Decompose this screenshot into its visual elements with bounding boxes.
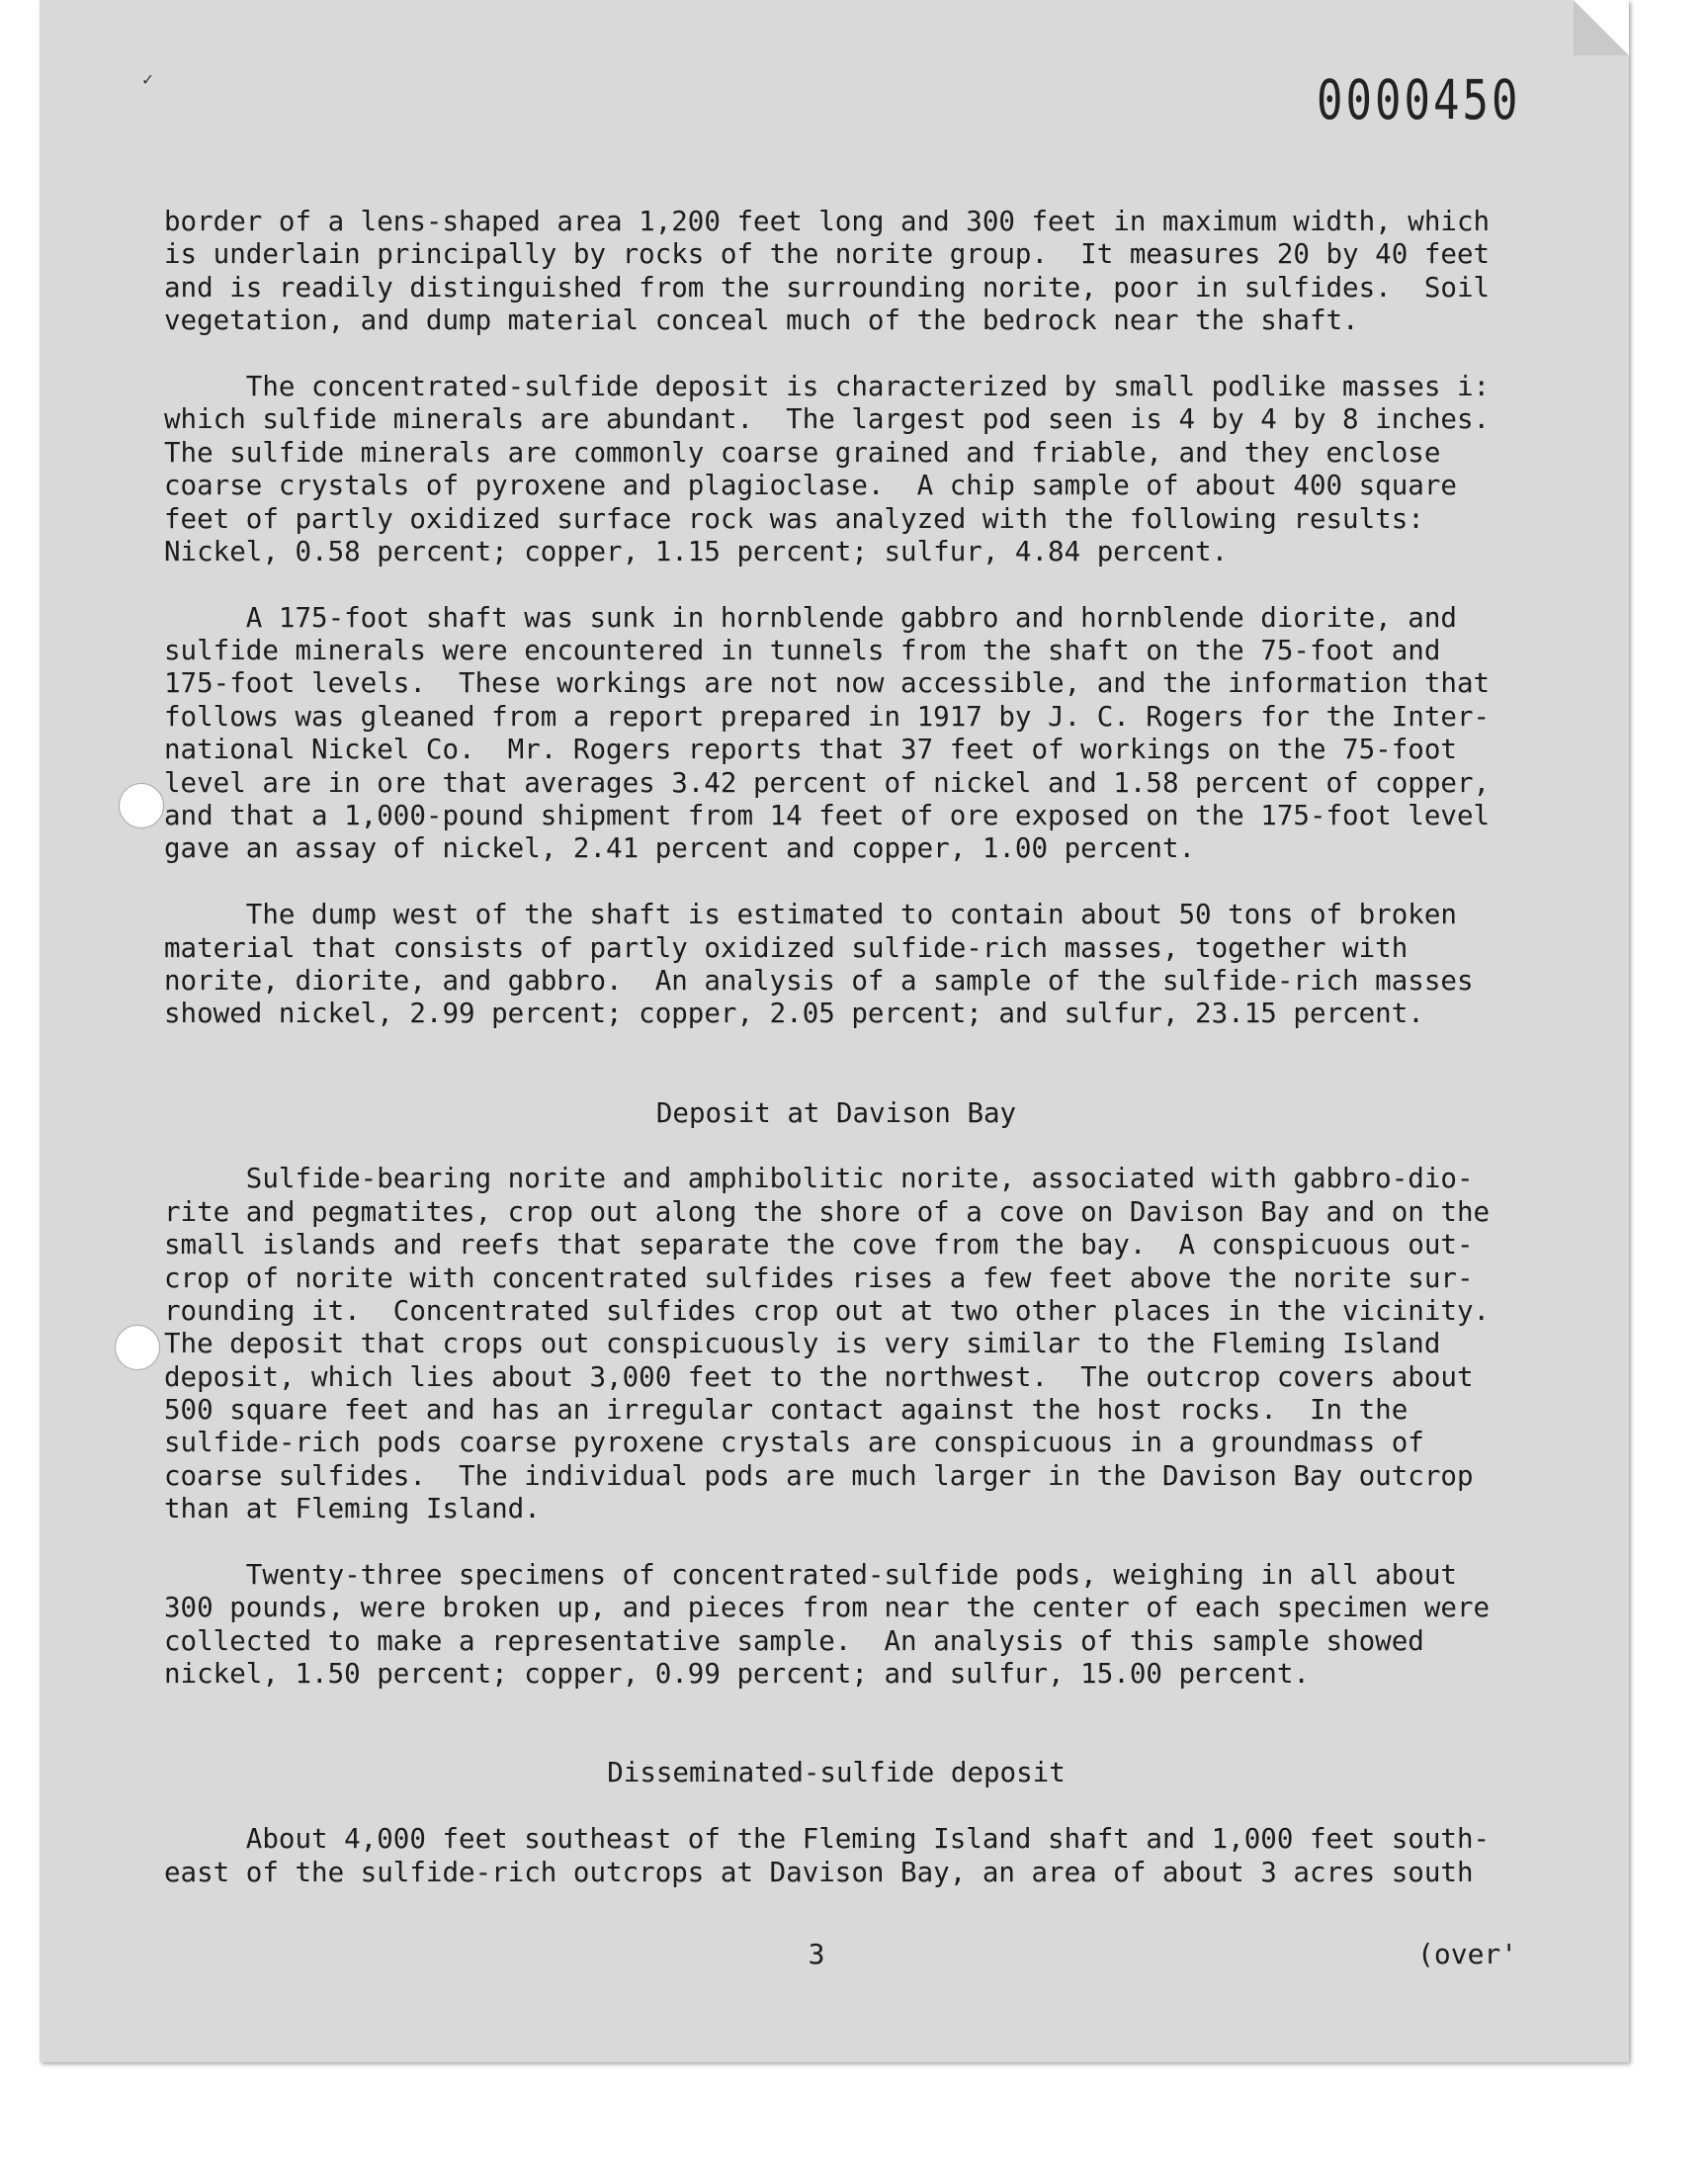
text-line: A 175-foot shaft was sunk in hornblende gabbro and hornblende diorite, and [164,601,1457,634]
text-line: The deposit that crops out conspicuously is very similar to the Fleming Island [164,1328,1441,1360]
page-corner-fold [1574,0,1629,55]
text-line: vegetation, and dump material conceal much of the bedrock near the shaft. [164,304,1359,337]
body-text [164,206,1508,1889]
text-line: and is readily distinguished from the surrounding norite, poor in sulfides. Soil [164,271,1491,304]
text-line: border of a lens-shaped area 1,200 feet long and 300 feet in maximum width, which [164,206,1491,237]
punch-hole-upper [119,783,164,828]
text-line: Nickel, 0.58 percent; copper, 1.15 percent; sulfur, 4.84 percent. [164,535,1229,567]
text-line: than at Fleming Island. [164,1493,541,1525]
text-line: The sulfide minerals are commonly coarse grained and friable, and they enclose [164,436,1441,469]
text-line: east of the sulfide-rich outcrops at Davison Bay, an area of about 3 acres south [164,1856,1474,1888]
text-line: coarse crystals of pyroxene and plagioclase. A chip sample of about 400 square [164,470,1457,502]
text-line: 500 square feet and has an irregular contact against the host rocks. In the [164,1394,1409,1427]
text-line: collected to make a representative sample. An analysis of this sample showed [164,1624,1424,1657]
continuation-note: (over' [1417,1938,1518,1970]
paragraph [164,1823,1508,1889]
section-heading: Deposit at Davison Bay [655,1096,1017,1129]
text-line: feet of partly oxidized surface rock was analyzed with the following results: [164,502,1424,535]
text-line: is underlain principally by rocks of the norite group. It measures 20 by 40 feet [164,238,1491,271]
text-line: The dump west of the shaft is estimated to contain about 50 tons of broken [164,899,1457,931]
paragraph [164,371,1508,568]
paragraph [164,899,1508,1031]
section-heading: Disseminated-sulfide deposit [607,1757,1066,1789]
document-number: 0000450 [1317,69,1521,132]
text-line: and that a 1,000-pound shipment from 14 feet of ore exposed on the 175-foot level [164,800,1491,832]
paragraph [164,1163,1508,1525]
text-line: rounding it. Concentrated sulfides crop out at two other places in the vicinity. [164,1294,1491,1327]
text-line: national Nickel Co. Mr. Rogers reports that 37 feet of workings on the 75-foot [164,734,1457,766]
paragraph [164,1559,1508,1692]
text-line: About 4,000 feet southeast of the Fleming Island shaft and 1,000 feet south- [164,1823,1491,1856]
text-line: The concentrated-sulfide deposit is characterized by small podlike masses i: [164,370,1491,402]
paragraph [164,602,1508,866]
text-line: material that consists of partly oxidized sulfide-rich masses, together with [164,931,1409,964]
paragraph [164,206,1508,338]
page-number: 3 [808,1938,825,1970]
text-line: rite and pegmatites, crop out along the shore of a cove on Davison Bay and on the [164,1195,1491,1228]
punch-hole-lower [115,1325,160,1370]
margin-mark: ✓ [142,69,153,90]
text-line: crop of norite with concentrated sulfides rises a few feet above the norite sur- [164,1262,1474,1294]
text-line: 300 pounds, were broken up, and pieces from near the center of each specimen were [164,1592,1491,1624]
text-line: showed nickel, 2.99 percent; copper, 2.05 percent; and sulfur, 23.15 percent. [164,998,1424,1030]
text-line: Twenty-three specimens of concentrated-sulfide pods, weighing in all about [164,1559,1457,1592]
text-line: norite, diorite, and gabbro. An analysis of a sample of the sulfide-rich masses [164,964,1474,997]
text-line: coarse sulfides. The individual pods are much larger in the Davison Bay outcrop [164,1459,1474,1492]
text-line: sulfide minerals were encountered in tunnels from the shaft on the 75-foot and [164,635,1441,667]
text-line: Sulfide-bearing norite and amphibolitic norite, associated with gabbro-dio- [164,1163,1474,1195]
text-line: nickel, 1.50 percent; copper, 0.99 percent; and sulfur, 15.00 percent. [164,1658,1310,1691]
text-line: small islands and reefs that separate the cove from the bay. A conspicuous out- [164,1229,1474,1262]
text-line: 175-foot levels. These workings are not now accessible, and the information that [164,667,1491,700]
text-line: follows was gleaned from a report prepared in 1917 by J. C. Rogers for the Inter- [164,700,1491,733]
text-line: which sulfide minerals are abundant. The largest pod seen is 4 by 4 by 8 inches. [164,403,1491,436]
text-line: sulfide-rich pods coarse pyroxene crystals are conspicuous in a groundmass of [164,1427,1424,1459]
text-line: deposit, which lies about 3,000 feet to the northwest. The outcrop covers about [164,1360,1474,1393]
text-line: gave an assay of nickel, 2.41 percent and copper, 1.00 percent. [164,832,1196,865]
text-line: level are in ore that averages 3.42 percent of nickel and 1.58 percent of copper, [164,766,1491,799]
